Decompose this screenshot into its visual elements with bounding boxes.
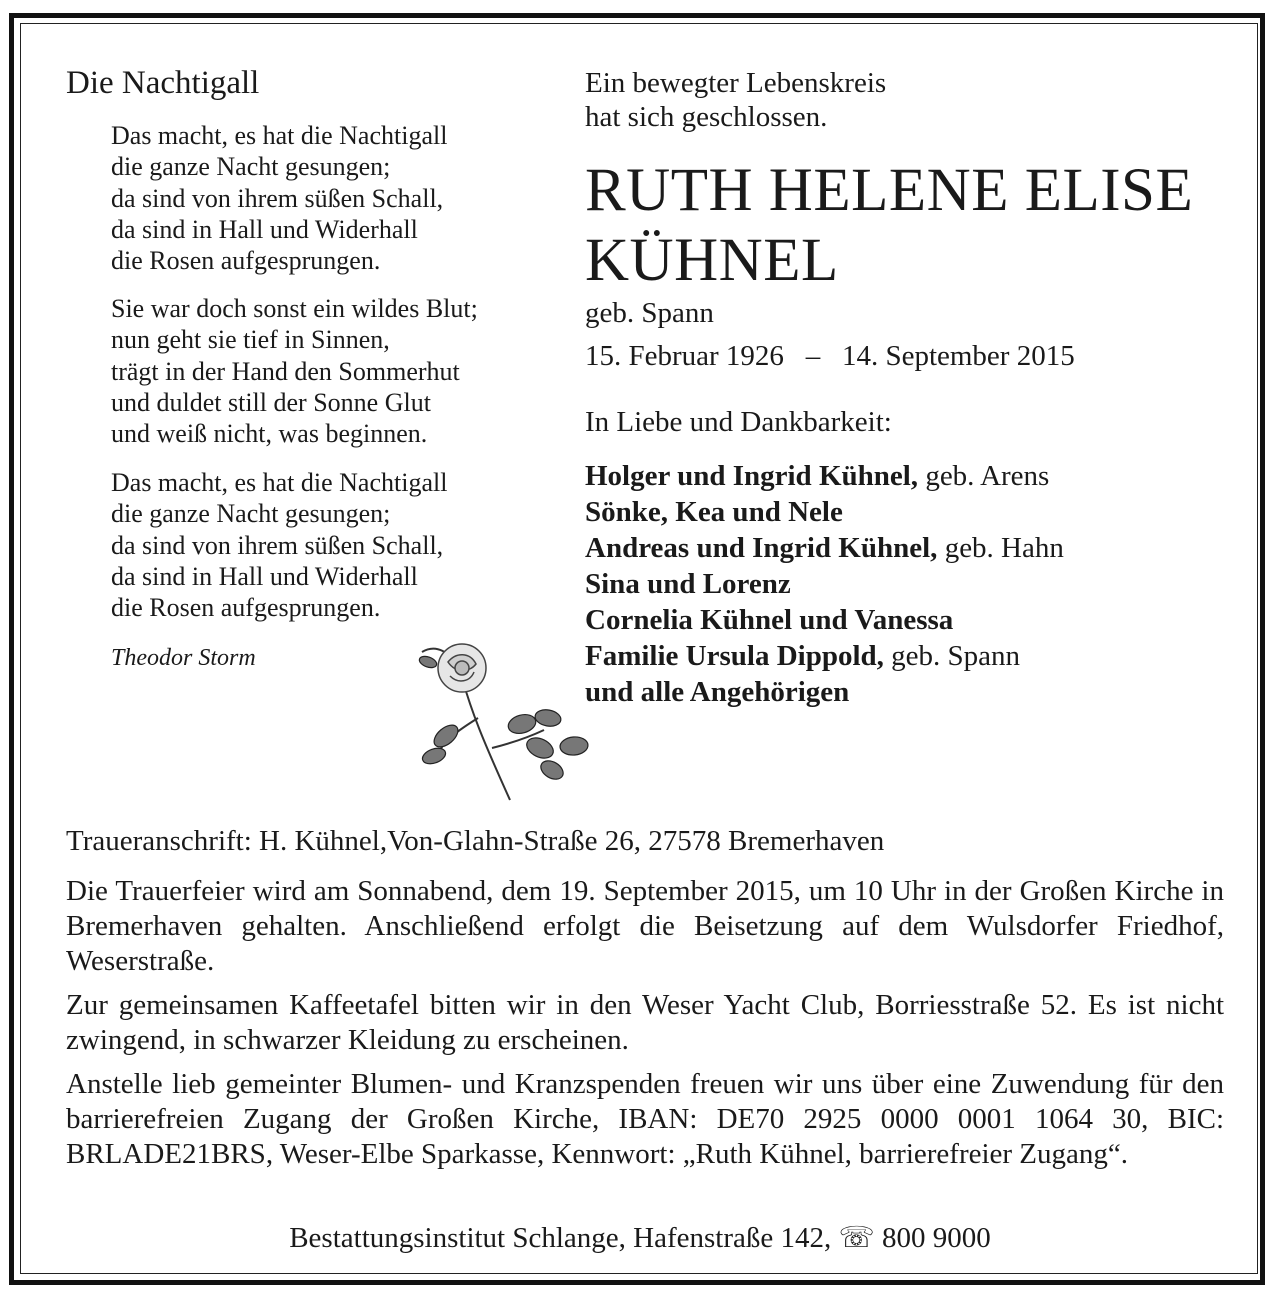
poem-line: da sind von ihrem süßen Schall,: [111, 183, 444, 213]
poem-line: Sie war doch sonst ein wildes Blut;: [111, 294, 478, 323]
mourners-list: [585, 458, 1064, 710]
mourner-row: [585, 638, 1064, 674]
poem-line: Das macht, es hat die Nachtigall: [111, 121, 448, 150]
poem-stanza-2: [111, 293, 478, 449]
ceremony-paragraph: Die Trauerfeier wird am Sonnabend, dem 19. September 2015, um 10 Uhr in der Großen Kirche in Bremerhaven gehalten. Anschließend erfolgt die Beisetzung auf dem Wulsdorfer Friedhof, Weserstraße.: [66, 875, 1224, 977]
mourner-name: Holger und Ingrid Kühnel,: [585, 460, 919, 492]
coffee-paragraph: Zur gemeinsamen Kaffeetafel bitten wir in den Weser Yacht Club, Borriesstraße 52. Es ist nicht zwingend, in schwarzer Kleidung zu erscheinen.: [66, 989, 1224, 1056]
mourner-name: Sönke, Kea und Nele: [585, 496, 843, 528]
mourning-address: Traueranschrift: H. Kühnel,Von-Glahn-Straße 26, 27578 Bremerhaven: [66, 825, 885, 857]
donation-paragraph: Anstelle lieb gemeinter Blumen- und Kranzspenden freuen wir uns über eine Zuwendung für den barrierefreien Zugang der Großen Kirche, IBAN: DE70 2925 0000 0001 1064 30, BIC: BRLADE21BRS, Weser-Elbe Sparkasse, Kennwort: „Ruth Kühnel, barrierefreier Zugang“.: [66, 1068, 1224, 1170]
death-date: 14. September 2015: [841, 340, 1075, 372]
mourner-note: geb. Spann: [883, 640, 1021, 672]
funeral-home-footer: Bestattungsinstitut Schlange, Hafenstraße 142, ☏ 800 9000: [289, 1222, 991, 1254]
date-dash: –: [805, 340, 821, 372]
poem-line: nun geht sie tief in Sinnen,: [111, 325, 390, 355]
thanks-line: In Liebe und Dankbarkeit:: [585, 406, 892, 438]
poem-line: die Rosen aufgesprungen.: [111, 246, 381, 276]
deceased-name-line: KÜHNEL: [585, 227, 839, 294]
maiden-name: geb. Spann: [585, 297, 714, 329]
mourner-name: und alle Angehörigen: [585, 676, 850, 708]
deceased-name-line: RUTH HELENE ELISE: [585, 157, 1194, 224]
mourner-row: [585, 674, 1064, 710]
mourner-row: [585, 494, 1064, 530]
mourner-name: Familie Ursula Dippold,: [585, 640, 884, 672]
life-dates: [585, 339, 1075, 373]
poem-line: da sind in Hall und Widerhall: [111, 561, 418, 591]
intro-line: Ein bewegter Lebenskreis: [585, 67, 887, 99]
poem-stanza-1: [111, 120, 447, 276]
poem-line: Das macht, es hat die Nachtigall: [111, 468, 448, 497]
intro-line: hat sich geschlossen.: [585, 101, 828, 133]
deceased-name: [585, 156, 1193, 296]
mourner-note: geb. Arens: [918, 460, 1050, 492]
poem-line: die ganze Nacht gesungen;: [111, 499, 391, 529]
birth-date: 15. Februar 1926: [585, 340, 784, 372]
notice-intro: [585, 66, 886, 134]
mourner-row: [585, 602, 1064, 638]
mourner-row: [585, 458, 1064, 494]
mourner-name: Andreas und Ingrid Kühnel,: [585, 532, 938, 564]
poem-author: Theodor Storm: [111, 645, 256, 671]
poem-line: da sind von ihrem süßen Schall,: [111, 530, 444, 560]
poem-line: die Rosen aufgesprungen.: [111, 593, 381, 623]
poem-line: da sind in Hall und Widerhall: [111, 214, 418, 244]
poem-stanza-3: [111, 467, 447, 623]
mourner-name: Cornelia Kühnel und Vanessa: [585, 604, 954, 636]
mourner-name: Sina und Lorenz: [585, 568, 791, 600]
poem-line: trägt in der Hand den Sommerhut: [111, 356, 460, 386]
mourner-note: geb. Hahn: [937, 532, 1064, 564]
rose-illustration-icon: [412, 618, 592, 808]
mourner-row: [585, 566, 1064, 602]
poem-line: und weiß nicht, was beginnen.: [111, 419, 428, 449]
poem-line: die ganze Nacht gesungen;: [111, 152, 391, 182]
poem-line: und duldet still der Sonne Glut: [111, 387, 431, 417]
poem-title: Die Nachtigall: [66, 65, 260, 101]
mourner-row: [585, 530, 1064, 566]
